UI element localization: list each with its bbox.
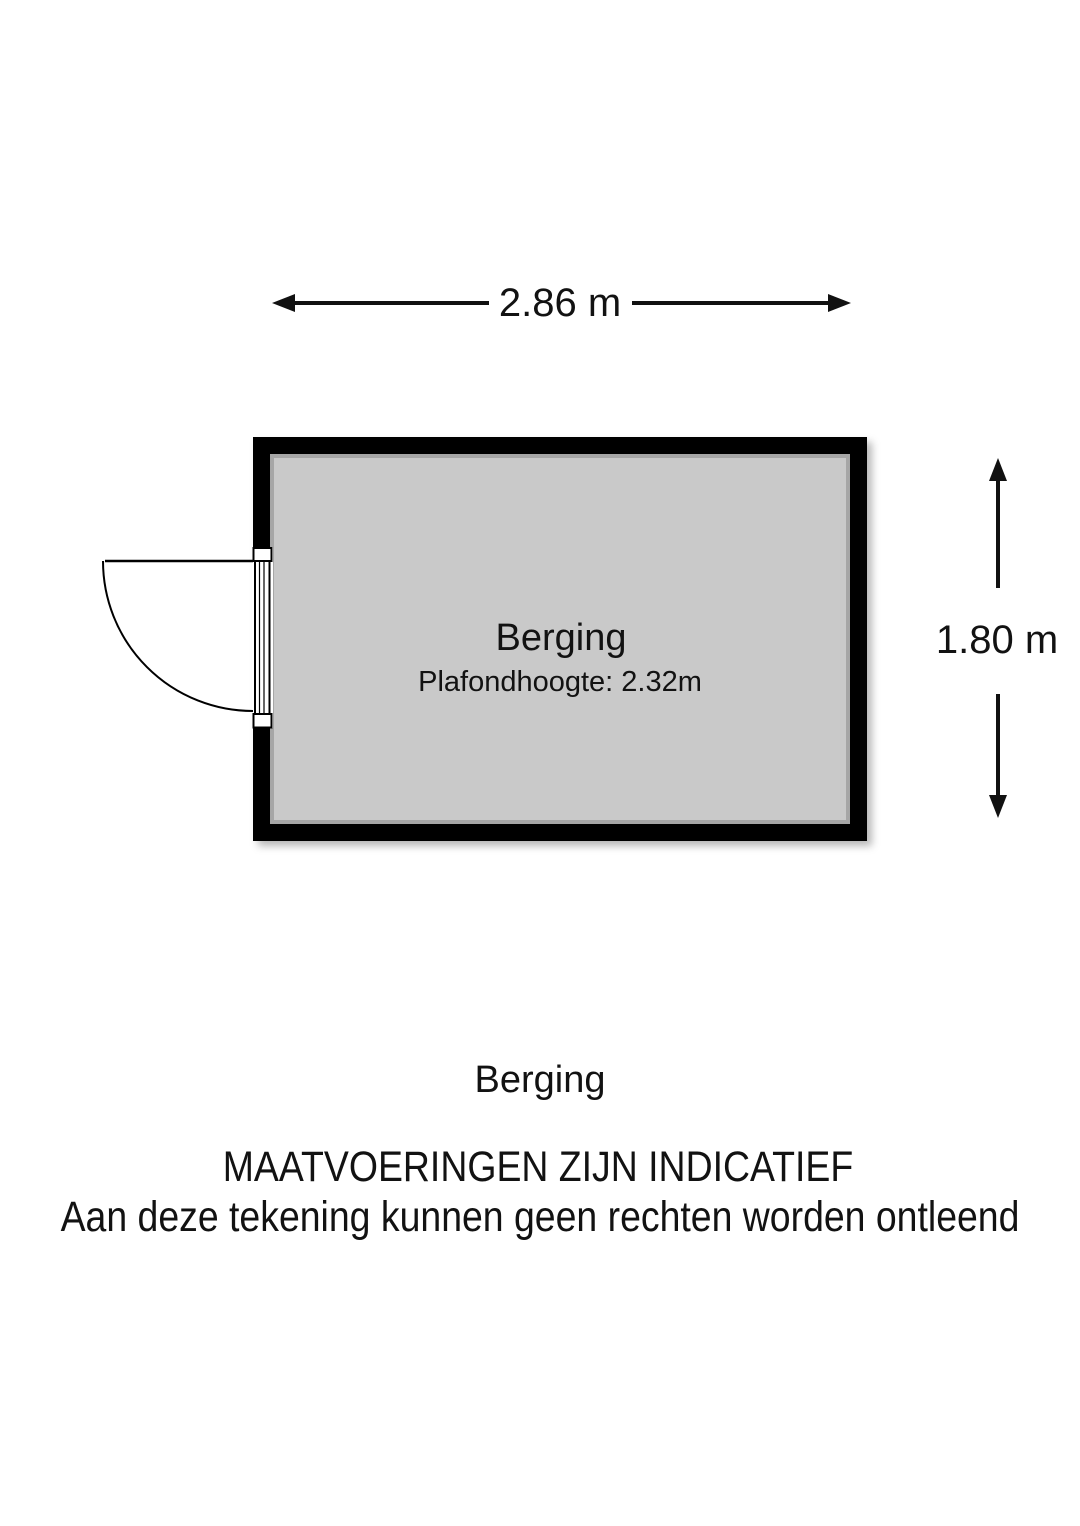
- door-swing-arc: [103, 561, 253, 711]
- plan-caption: Berging: [474, 1059, 606, 1101]
- arrowhead-down-icon: [989, 795, 1007, 818]
- disclaimer-line2: [0, 1194, 1080, 1241]
- arrowhead-left-icon: [272, 294, 295, 312]
- ceiling-height-label: Plafondhoogte: 2.32m: [418, 666, 702, 698]
- door-jamb-bottom: [254, 714, 272, 728]
- arrowhead-up-icon: [989, 458, 1007, 481]
- width-dimension-label: 2.86 m: [498, 281, 622, 325]
- disclaimer-line1: [176, 1144, 901, 1191]
- arrowhead-right-icon: [828, 294, 851, 312]
- disclaimer-line2-text: Aan deze tekening kunnen geen rechten worden ontleend: [60, 1193, 1020, 1241]
- height-dimension-label: 1.80 m: [935, 618, 1059, 662]
- door-frame: [255, 561, 270, 714]
- door-jamb-top: [254, 548, 272, 561]
- room-name-label: Berging: [495, 617, 627, 659]
- disclaimer-line1-text: MAATVOERINGEN ZIJN INDICATIEF: [222, 1143, 854, 1191]
